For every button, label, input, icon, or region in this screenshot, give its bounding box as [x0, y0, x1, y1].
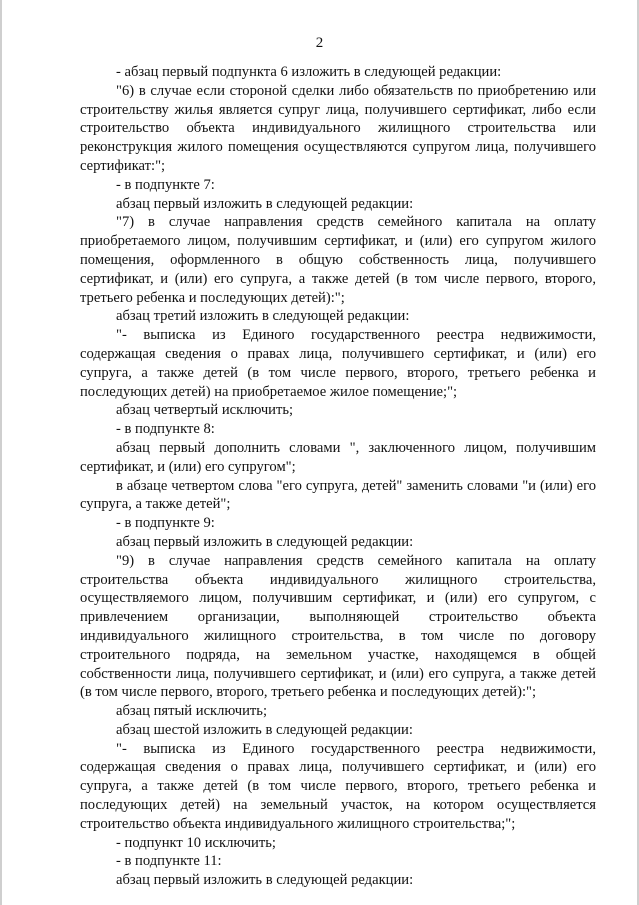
paragraph: абзац пятый исключить;	[116, 703, 268, 720]
paragraph: абзац первый изложить в следующей редакции:	[116, 195, 414, 212]
paragraph: "- выписка из Единого государственного реестра недвижимости, содержащая сведения о правах лица, получившего сертификат, и (или) его супруга, а также детей (в том числе первого, второго, третьего ребенка и последующих детей) на приобретаемое жилое помещение;";	[80, 327, 596, 400]
paragraph: абзац первый изложить в следующей редакции:	[116, 872, 414, 889]
paragraph: - абзац первый подпункта 6 изложить в следующей редакции:	[116, 64, 502, 80]
paragraph: в абзаце четвертом слова "его супруга, детей" заменить словами "и (или) его супруга, а также детей";	[80, 477, 596, 513]
paragraph: "9) в случае направления средств семейного капитала на оплату строительства объекта индивидуального жилищного строительства, осуществляемого лицом, получившим сертификат, и (или) его супругом, с привлечением организации, выполняющей строительство объекта индивидуального жилищного строительства, в том числе по договору строительного подряда, на земельном участке, находящемся в общей собственности лица, получившего сертификат, и (или) его супруга, а также детей (в том числе первого, второго, третьего ребенка и последующих детей):";	[80, 552, 596, 701]
paragraph: абзац первый изложить в следующей редакции:	[116, 533, 414, 550]
page-number: 2	[315, 35, 324, 51]
paragraph: абзац шестой изложить в следующей редакции:	[116, 721, 413, 738]
scan-edge-left	[0, 0, 2, 905]
paragraph: - подпункт 10 исключить;	[116, 834, 276, 851]
paragraph: абзац третий изложить в следующей редакции:	[116, 308, 410, 325]
paragraph: "6) в случае если стороной сделки либо обязательств по приобретению или строительству жилья является супруг лица, получившего сертификат, либо если строительство объекта индивидуального жилищного строительства или реконструкция жилого помещения осуществляются супругом лица, получившего сертификат:";	[80, 82, 596, 174]
paragraph: - в подпункте 11:	[116, 853, 222, 870]
paragraph: абзац четвертый исключить;	[116, 402, 294, 419]
paragraph: - в подпункте 7:	[116, 176, 215, 193]
document-body	[80, 63, 596, 890]
paragraph: "7) в случае направления средств семейного капитала на оплату приобретаемого лицом, получившим сертификат, и (или) его супругом жилого помещения, оформленного в общую собственность лица, получившего сертификат, и (или) его супруга, а также детей (в том числе первого, второго, третьего ребенка и последующих детей):";	[80, 214, 596, 306]
paragraph: - в подпункте 8:	[116, 421, 215, 438]
paragraph: - в подпункте 9:	[116, 515, 215, 532]
paragraph: "- выписка из Единого государственного реестра недвижимости, содержащая сведения о правах лица, получившего сертификат, и (или) его супруга, а также детей (в том числе первого, второго, третьего ребенка и последующих детей) на земельный участок, на котором осуществляется строительство объекта индивидуального жилищного строительства;";	[80, 740, 596, 832]
paragraph: абзац первый дополнить словами ", заключенного лицом, получившим сертификат, и (или) его супругом";	[80, 439, 596, 475]
